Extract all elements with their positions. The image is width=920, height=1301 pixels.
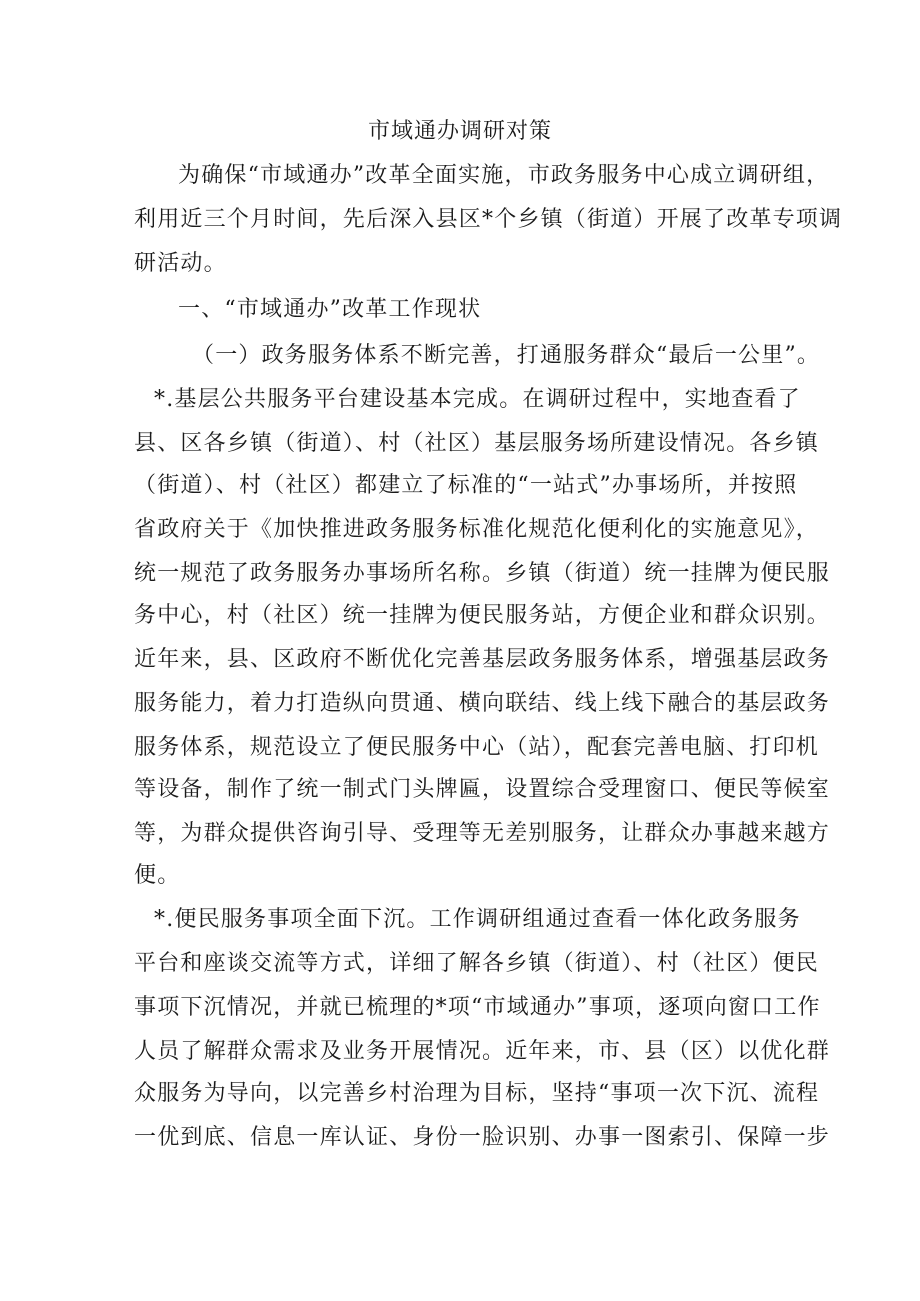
subsection-heading: （一）政务服务体系不断完善，打通服务群众“最后一公里”。 <box>192 343 821 368</box>
paragraph-line: 平台和座谈交流等方式，详细了解各乡镇（街道）、村（社区）便民 <box>134 951 820 976</box>
paragraph-line: *.基层公共服务平台建设基本完成。在调研过程中，实地查看了 <box>154 387 801 412</box>
paragraph-line: 利用近三个月时间，先后深入县区*个乡镇（街道）开展了改革专项调 <box>134 207 843 232</box>
paragraph-line: 一优到底、信息一库认证、身份一脸识别、办事一图索引、保障一步 <box>134 1125 831 1150</box>
paragraph-line: （街道）、村（社区）都建立了标准的“一站式”办事场所，并按照 <box>134 473 798 498</box>
paragraph-line: 研活动。 <box>134 251 227 276</box>
paragraph-line: 近年来，县、区政府不断优化完善基层政务服务体系，增强基层政务 <box>134 647 831 672</box>
paragraph-line: 等设备，制作了统一制式门头牌匾，设置综合受理窗口、便民等候室 <box>134 777 831 802</box>
paragraph-line: 县、区各乡镇（街道）、村（社区）基层服务场所建设情况。各乡镇 <box>134 431 820 456</box>
paragraph-line: 为确保“市域通办”改革全面实施，市政务服务中心成立调研组， <box>178 163 830 188</box>
paragraph-line: 便。 <box>134 863 181 888</box>
paragraph-line: 众服务为导向，以完善乡村治理为目标，坚持“事项一次下沉、流程 <box>134 1081 820 1106</box>
paragraph-line: 省政府关于《加快推进政务服务标准化规范化便利化的实施意见》， <box>134 517 820 542</box>
paragraph-line: 服务能力，着力打造纵向贯通、横向联结、线上线下融合的基层政务 <box>134 691 831 716</box>
paragraph-line: 服务体系，规范设立了便民服务中心（站），配套完善电脑、打印机 <box>134 735 820 760</box>
paragraph-line: 事项下沉情况，并就已梳理的*项“市域通办”事项，逐项向窗口工作 <box>134 995 821 1020</box>
paragraph-line: 等，为群众提供咨询引导、受理等无差别服务，让群众办事越来越方 <box>134 821 831 846</box>
paragraph-line: *.便民服务事项全面下沉。工作调研组通过查看一体化政务服务 <box>154 907 801 932</box>
paragraph-line: 统一规范了政务服务办事场所名称。乡镇（街道）统一挂牌为便民服 <box>134 561 831 586</box>
paragraph-line: 务中心，村（社区）统一挂牌为便民服务站，方便企业和群众识别。 <box>134 603 831 628</box>
document-title: 市域通办调研对策 <box>367 119 552 144</box>
paragraph-line: 人员了解群众需求及业务开展情况。近年来，市、县（区）以优化群 <box>134 1039 831 1064</box>
section-heading: 一、“市域通办”改革工作现状 <box>178 297 482 322</box>
